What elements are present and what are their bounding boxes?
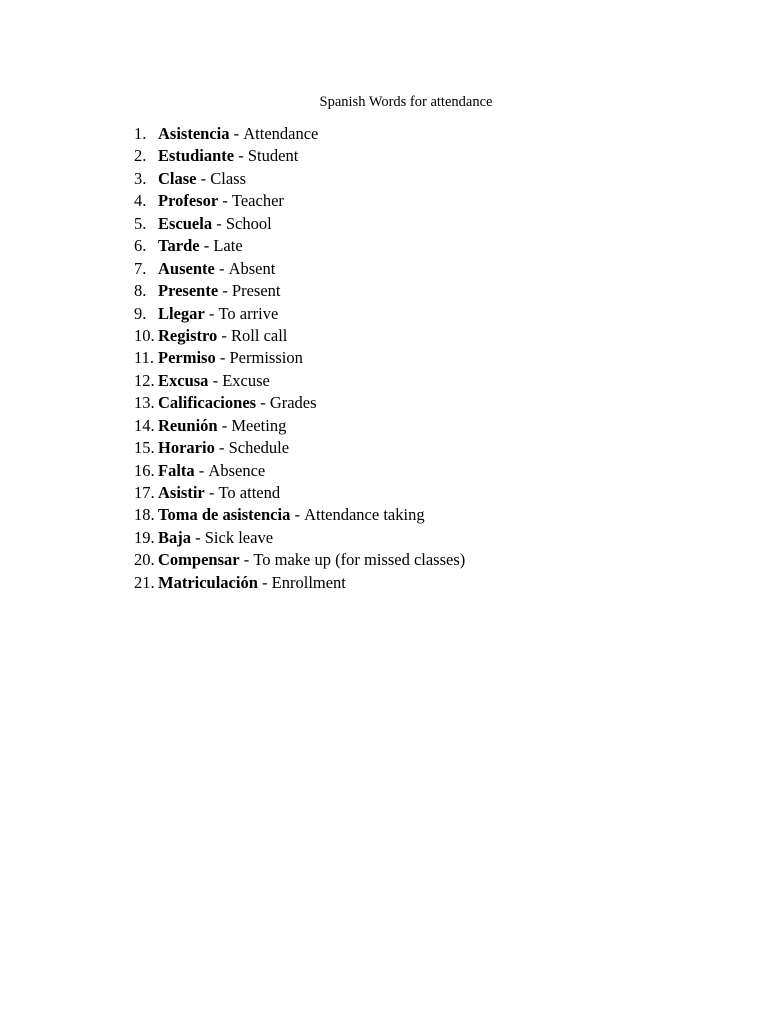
term-separator: -	[214, 258, 229, 278]
document-title: Spanish Words for attendance	[319, 94, 493, 110]
term-separator: -	[217, 415, 232, 435]
list-item	[134, 437, 465, 459]
list-item-number: 4.	[134, 191, 147, 211]
list-item	[134, 460, 465, 482]
term-separator: -	[215, 348, 230, 368]
list-item	[134, 392, 465, 414]
list-item	[134, 123, 465, 145]
vocabulary-list	[134, 123, 465, 594]
spanish-term: Registro	[158, 325, 218, 345]
term-separator: -	[217, 325, 232, 345]
spanish-term: Baja	[158, 527, 191, 547]
english-translation: Schedule	[228, 438, 290, 458]
list-item-number: 14.	[134, 415, 155, 435]
list-item-number: 12.	[134, 370, 155, 390]
term-separator: -	[196, 168, 211, 188]
spanish-term: Toma de asistencia	[158, 505, 291, 525]
spanish-term: Matriculación	[158, 572, 258, 592]
term-separator: -	[214, 438, 229, 458]
list-item-number: 17.	[134, 483, 155, 502]
english-translation: Present	[231, 281, 281, 301]
list-item-number: 15.	[134, 438, 155, 458]
spanish-term: Estudiante	[158, 146, 235, 166]
list-item-number: 13.	[134, 393, 155, 413]
list-item	[134, 258, 465, 280]
spanish-term: Tarde	[158, 236, 200, 256]
english-translation: To make up (for missed classes)	[253, 550, 466, 570]
english-translation: Grades	[269, 393, 317, 413]
spanish-term: Reunión	[158, 415, 218, 435]
term-separator: -	[256, 393, 270, 413]
list-item	[134, 280, 465, 302]
english-translation: School	[225, 213, 272, 233]
term-separator: -	[191, 527, 205, 547]
list-item	[134, 370, 465, 392]
spanish-term: Asistir	[158, 483, 205, 502]
english-translation: Sick leave	[204, 527, 274, 547]
term-separator: -	[234, 146, 248, 166]
spanish-term: Llegar	[158, 303, 205, 323]
spanish-term: Profesor	[158, 191, 219, 211]
term-separator: -	[204, 483, 219, 502]
list-item	[134, 325, 465, 347]
list-item	[134, 190, 465, 212]
list-item-number: 18.	[134, 505, 155, 525]
term-separator: -	[218, 281, 232, 301]
english-translation: Teacher	[231, 191, 284, 211]
list-item-number: 1.	[134, 124, 147, 143]
list-item	[134, 527, 465, 549]
english-translation: To arrive	[218, 303, 279, 323]
term-separator: -	[199, 236, 214, 256]
term-separator: -	[212, 213, 226, 233]
list-item-number: 10.	[134, 325, 155, 345]
english-translation: Meeting	[231, 415, 287, 435]
spanish-term: Calificaciones	[158, 393, 257, 413]
list-item	[134, 213, 465, 235]
english-translation: To attend	[218, 483, 281, 502]
spanish-term: Presente	[158, 281, 219, 301]
list-item-number: 5.	[134, 213, 147, 233]
english-translation: Roll call	[231, 325, 288, 345]
list-item	[134, 168, 465, 190]
english-translation: Attendance taking	[304, 505, 425, 525]
list-item-number: 19.	[134, 527, 155, 547]
term-separator: -	[239, 550, 254, 570]
list-item	[134, 145, 465, 167]
term-separator: -	[229, 124, 244, 143]
list-item-number: 6.	[134, 236, 147, 256]
spanish-term: Compensar	[158, 550, 240, 570]
spanish-term: Ausente	[158, 258, 215, 278]
list-item	[134, 504, 465, 526]
term-separator: -	[204, 303, 219, 323]
list-item	[134, 415, 465, 437]
list-item-number: 8.	[134, 281, 147, 301]
term-separator: -	[208, 370, 223, 390]
term-separator: -	[290, 505, 305, 525]
list-item-number: 3.	[134, 168, 147, 188]
spanish-term: Excusa	[158, 370, 209, 390]
spanish-term: Horario	[158, 438, 215, 458]
spanish-term: Permiso	[158, 348, 216, 368]
spanish-term: Asistencia	[158, 124, 230, 143]
english-translation: Absent	[228, 258, 276, 278]
term-separator: -	[218, 191, 232, 211]
english-translation: Excuse	[222, 370, 270, 390]
english-translation: Permission	[229, 348, 303, 368]
spanish-term: Falta	[158, 460, 195, 480]
list-item-number: 20.	[134, 550, 155, 570]
list-item	[134, 572, 465, 594]
english-translation: Class	[210, 168, 247, 188]
list-item	[134, 235, 465, 257]
english-translation: Enrollment	[271, 572, 346, 592]
english-translation: Student	[247, 146, 299, 166]
list-item-number: 7.	[134, 258, 147, 278]
list-item	[134, 303, 465, 325]
list-item	[134, 347, 465, 369]
list-item-number: 21.	[134, 572, 155, 592]
term-separator: -	[194, 460, 209, 480]
list-item	[134, 549, 465, 571]
list-item-number: 16.	[134, 460, 155, 480]
english-translation: Late	[213, 236, 243, 256]
list-item-number: 2.	[134, 146, 147, 166]
spanish-term: Escuela	[158, 213, 213, 233]
list-item	[134, 482, 465, 504]
spanish-term: Clase	[158, 168, 197, 188]
term-separator: -	[257, 572, 272, 592]
list-item-number: 9.	[134, 303, 147, 323]
list-item-number: 11.	[134, 348, 155, 368]
english-translation: Attendance	[243, 124, 319, 143]
english-translation: Absence	[208, 460, 266, 480]
